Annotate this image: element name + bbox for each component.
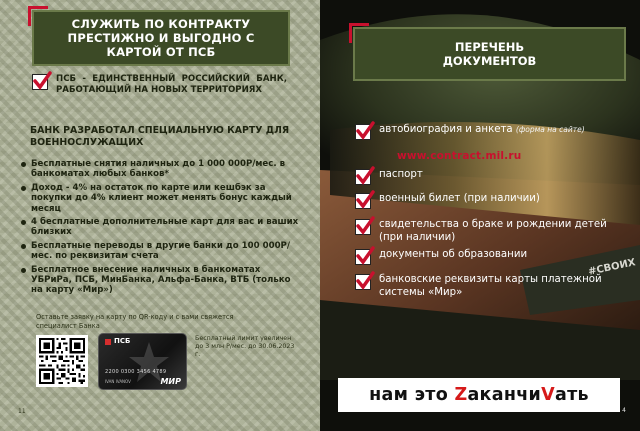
checkmark-icon — [355, 274, 371, 290]
right-header-title: ПЕРЕЧЕНЬ ДОКУМЕНТОВ — [442, 40, 537, 68]
psb-statement — [32, 74, 287, 95]
document-text: свидетельства о браке и рождении детей (при наличии) — [379, 219, 607, 243]
list-item: Доход - 4% на остаток по карте или кешбэк за покупки до 4% клиент может менять бонус каждый месяц — [21, 183, 301, 214]
list-item: Бесплатное внесение наличных в банкоматах УБРиРа, ПСБ, МинБанка, Альфа-Банка, ВТБ (только на карту «Мир») — [21, 265, 301, 296]
red-corner-decoration — [28, 6, 48, 26]
list-item — [355, 193, 540, 209]
slogan-z: Z — [454, 385, 468, 405]
left-header — [32, 10, 290, 66]
card-number: 2200 0300 3456 4789 — [105, 369, 167, 375]
left-header-title: СЛУЖИТЬ ПО КОНТРАКТУ ПРЕСТИЖНО И ВЫГОДНО С КАРТОЙ ОТ ПСБ — [67, 17, 255, 59]
mir-logo: МИР — [160, 377, 181, 386]
checkmark-icon — [355, 124, 371, 140]
slogan-banner — [338, 378, 620, 412]
document-text: паспорт — [379, 169, 423, 180]
list-item — [355, 274, 605, 299]
list-item: Бесплатные снятия наличных до 1 000 000Р/мес. в банкоматах любых банков* — [21, 159, 301, 180]
slogan-v: V — [541, 385, 555, 405]
list-item — [355, 169, 423, 185]
document-note: (форма на сайте) — [515, 125, 585, 134]
qr-code[interactable] — [36, 335, 88, 387]
star-icon — [129, 342, 169, 382]
right-page — [320, 0, 640, 431]
checkmark-icon — [355, 249, 371, 265]
limit-text: Бесплатный лимит увеличен до 3 млн Р/мес. до 30.06.2023 г. — [195, 335, 295, 358]
document-text: документы об образовании — [379, 249, 528, 260]
checkmark-icon — [355, 193, 371, 209]
page-number-left: 11 — [18, 408, 26, 415]
red-corner-decoration — [349, 23, 369, 43]
document-text: военный билет (при наличии) — [379, 193, 540, 204]
document-text: банковские реквизиты карты платежной системы «Мир» — [379, 274, 602, 298]
list-item — [355, 249, 527, 265]
slogan-part: нам это — [369, 385, 455, 405]
website-link[interactable]: www.contract.mil.ru — [397, 150, 522, 162]
right-header — [353, 27, 626, 81]
list-item: 4 бесплатные дополнительные карт для вас и ваших близких — [21, 217, 301, 238]
psb-text: ПСБ - ЕДИНСТВЕННЫЙ РОССИЙСКИЙ БАНК, РАБОТАЮЩИЙ НА НОВЫХ ТЕРРИТОРИЯХ — [56, 74, 287, 95]
checkmark-icon — [355, 169, 371, 185]
psb-logo-icon — [105, 339, 111, 345]
document-text: автобиография и анкета — [379, 124, 513, 135]
checkmark-icon — [355, 219, 371, 235]
page-number-right: 4 — [622, 407, 626, 414]
patch-text: #СВОИХ — [587, 257, 637, 278]
card-holder: IVAN IVANOV — [105, 379, 131, 384]
list-item — [355, 219, 625, 244]
slogan-part: аканчи — [467, 385, 542, 405]
apply-instruction: Оставьте заявку на карту по QR-коду и с вами свяжется специалист Банка — [36, 313, 234, 330]
checkmark-icon — [32, 74, 48, 90]
slogan-part: ать — [554, 385, 589, 405]
benefits-list — [21, 159, 301, 299]
card-brand: ПСБ — [114, 337, 131, 345]
bank-card-title: БАНК РАЗРАБОТАЛ СПЕЦИАЛЬНУЮ КАРТУ ДЛЯ ВОЕННОСЛУЖАЩИХ — [30, 125, 290, 148]
list-item: Бесплатные переводы в другие банки до 100 000Р/мес. по реквизитам счета — [21, 241, 301, 262]
psb-bank-card — [98, 333, 187, 390]
list-item — [355, 124, 585, 140]
